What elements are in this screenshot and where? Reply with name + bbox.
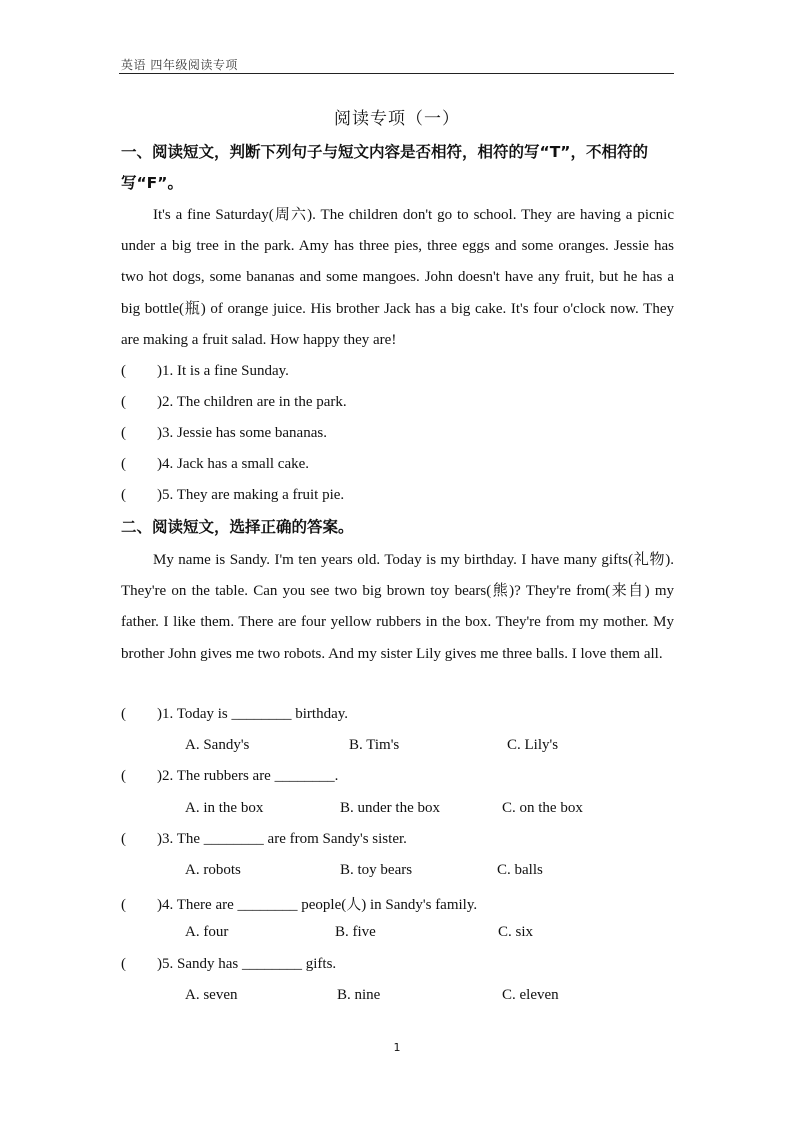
part1-item-1 [121, 363, 289, 380]
option-a: A. four [185, 924, 229, 940]
part1-item-text: )3. Jessie has some bananas. [157, 425, 327, 441]
answer-paren: ( [121, 487, 126, 503]
part2-question-5 [121, 956, 336, 973]
question-text: )1. Today is ________ birthday. [157, 706, 349, 722]
option-c: C. on the box [502, 800, 583, 816]
answer-paren: ( [121, 394, 126, 410]
part2-question-4 [121, 893, 477, 914]
part2-heading: 二、阅读短文，选择正确的答案。 [121, 518, 354, 536]
option-b: B. nine [337, 987, 381, 1003]
answer-paren: ( [121, 831, 126, 847]
answer-paren: ( [121, 768, 126, 784]
page-header: 英语 四年级阅读专项 [121, 58, 238, 72]
option-a: A. seven [185, 987, 238, 1003]
option-b: B. Tim's [349, 737, 400, 753]
answer-paren: ( [121, 956, 126, 972]
option-b: B. toy bears [340, 862, 413, 878]
part2-question-2 [121, 768, 338, 785]
option-c: C. Lily's [507, 737, 559, 753]
answer-paren: ( [121, 456, 126, 472]
part1-item-3 [121, 425, 327, 442]
question-text: )5. Sandy has ________ gifts. [157, 956, 337, 972]
question-text: )2. The rubbers are ________. [157, 768, 339, 784]
option-a: A. Sandy's [185, 737, 250, 753]
option-b: B. under the box [340, 800, 440, 816]
part2-question-3 [121, 831, 407, 848]
option-c: C. eleven [502, 987, 559, 1003]
part1-item-text: )1. It is a fine Sunday. [157, 363, 289, 379]
part2-question-1 [121, 706, 348, 723]
page-title: 阅读专项（一） [334, 109, 460, 129]
part1-item-4 [121, 456, 309, 473]
answer-paren: ( [121, 425, 126, 441]
page-number: 1 [393, 1041, 401, 1054]
part1-item-2 [121, 394, 347, 411]
part1-item-5 [121, 487, 344, 504]
part1-item-text: )5. They are making a fruit pie. [157, 487, 345, 503]
header-rule [119, 73, 674, 74]
question-text: )4. There are ________ people(人) in Sandy's family. [157, 897, 478, 913]
answer-paren: ( [121, 897, 126, 913]
answer-paren: ( [121, 363, 126, 379]
part1-item-text: )2. The children are in the park. [157, 394, 347, 410]
part1-item-text: )4. Jack has a small cake. [157, 456, 310, 472]
part1-passage: It's a fine Saturday(周六). The children don't go to school. They are having a picnic under a big tree in the park. Amy has three pies, three eggs and some oranges. Jessie has two hot dogs, some bananas and some mangoes. John doesn't have any fruit, but he has a big bottle(瓶) of orange juice. His brother Jack has a big cake. It's four o'clock now. They are making a fruit salad. How happy they are! [121, 207, 674, 348]
question-text: )3. The ________ are from Sandy's sister. [157, 831, 407, 847]
part2-passage: My name is Sandy. I'm ten years old. Today is my birthday. I have many gifts(礼物). They're on the table. Can you see two big brown toy bears(熊)? They're from(来自) my father. I like them. There are four yellow rubbers in the box. They're from my mother. My brother John gives me two robots. And my sister Lily gives me three balls. I love them all. [121, 552, 674, 662]
part1-heading: 一、阅读短文，判断下列句子与短文内容是否相符，相符的写“T”，不相符的写“F”。 [121, 143, 648, 192]
option-c: C. six [498, 924, 534, 940]
option-c: C. balls [497, 862, 543, 878]
option-a: A. robots [185, 862, 241, 878]
answer-paren: ( [121, 706, 126, 722]
option-a: A. in the box [185, 800, 264, 816]
option-b: B. five [335, 924, 376, 940]
